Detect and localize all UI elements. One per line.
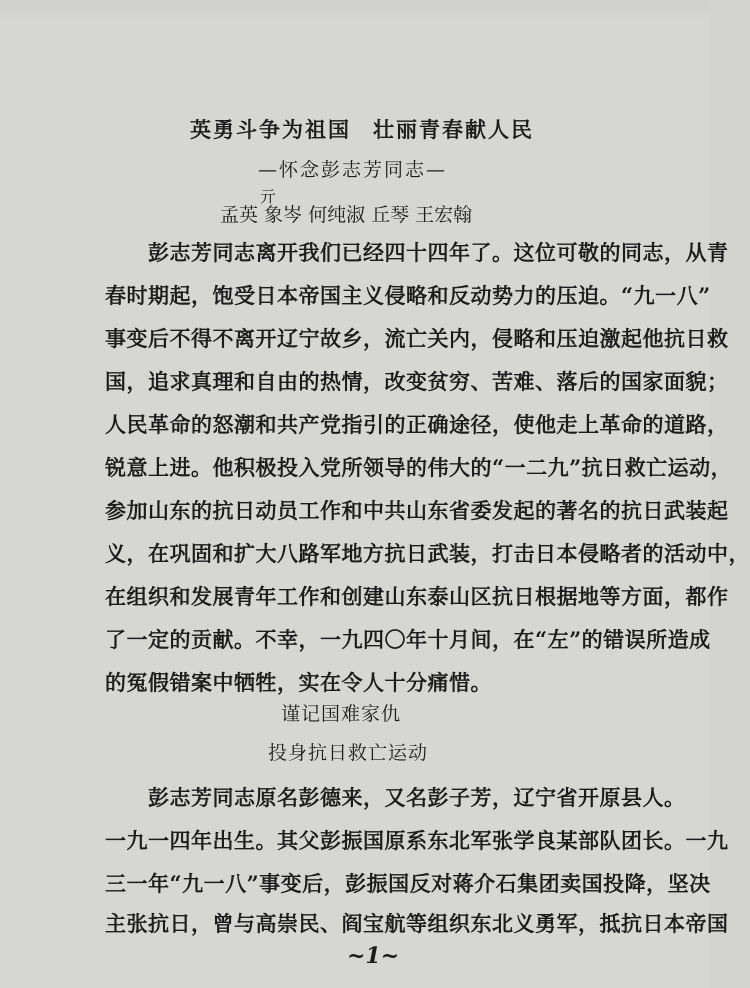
paragraph-line: 人民革命的怒潮和共产党指引的正确途径，使他走上革命的道路， — [105, 412, 729, 437]
paragraph-line: 了一定的贡献。不幸，一九四〇年十月间，在“左”的错误所造成 — [105, 627, 711, 652]
paragraph-line: 锐意上进。他积极投入党所领导的伟大的“一二九”抗日救亡运动， — [105, 455, 733, 480]
paragraph-line: 彭志芳同志原名彭德来，又名彭子芳，辽宁省开原县人。 — [148, 785, 686, 810]
paragraph-line: 参加山东的抗日动员工作和中共山东省委发起的著名的抗日武装起 — [105, 498, 729, 523]
handwritten-correction: 亓 — [260, 187, 277, 206]
section-heading: 投身抗日救亡运动 — [268, 742, 429, 764]
page-number: ~1~ — [347, 943, 400, 969]
paragraph-line: 事变后不得不离开辽宁故乡，流亡关内，侵略和压迫激起他抗日救 — [105, 326, 729, 351]
paragraph-line: 三一年“九一八”事变后，彭振国反对蒋介石集团卖国投降，坚决 — [105, 871, 711, 896]
article-subtitle: —怀念彭志芳同志— — [258, 159, 448, 181]
paragraph-line: 在组织和发展青年工作和创建山东泰山区抗日根据地等方面，都作 — [105, 584, 729, 609]
title-part-1: 英勇斗争为祖国 — [190, 117, 351, 142]
paragraph-line: 的冤假错案中牺牲，实在令人十分痛惜。 — [105, 670, 492, 695]
author-list: 孟英 象岑 何纯淑 丘琴 王宏翰 — [220, 204, 473, 226]
paragraph-line: 春时期起，饱受日本帝国主义侵略和反动势力的压迫。“九一八” — [105, 283, 711, 308]
article-title — [190, 114, 534, 144]
paragraph-line: 彭志芳同志离开我们已经四十四年了。这位可敬的同志，从青 — [148, 240, 729, 265]
paragraph-line: 义，在巩固和扩大八路军地方抗日武装，打击日本侵略者的活动中， — [105, 541, 750, 566]
paragraph-line: 一九一四年出生。其父彭振国原系东北军张学良某部队团长。一九 — [105, 828, 729, 853]
section-heading: 谨记国难家仇 — [281, 703, 402, 725]
paragraph-line: 国，追求真理和自由的热情，改变贫穷、苦难、落后的国家面貌； — [105, 369, 729, 394]
title-part-2: 壮丽青春献人民 — [373, 117, 534, 142]
scan-edge-shading — [0, 0, 710, 20]
paragraph-line: 主张抗日，曾与高崇民、阎宝航等组织东北义勇军，抵抗日本帝国 — [105, 911, 729, 936]
